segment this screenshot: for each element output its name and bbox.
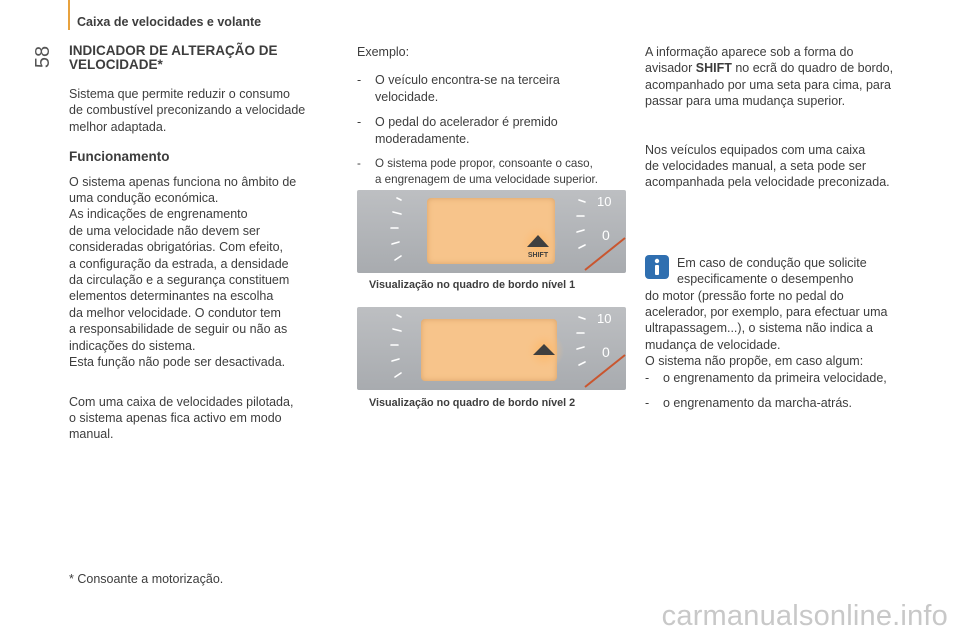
example-list bbox=[357, 72, 627, 187]
shift-indicator bbox=[357, 307, 626, 390]
subheading-funcionamento: Funcionamento bbox=[69, 149, 170, 165]
watermark: carmanualsonline.info bbox=[661, 600, 948, 632]
page-number: 58 bbox=[32, 45, 54, 69]
list-item: - o engrenamento da marcha-atrás. bbox=[645, 395, 925, 411]
main-heading-line1: INDICADOR DE ALTERAÇÃO DE bbox=[69, 43, 278, 58]
intro-paragraph: Sistema que permite reduzir o consumo de combustível preconizando a velocidade melhor adaptada. bbox=[69, 87, 306, 134]
list-item: - o engrenamento da primeira velocidade, bbox=[645, 370, 925, 386]
section-title: Caixa de velocidades e volante bbox=[77, 15, 262, 29]
main-heading bbox=[69, 44, 331, 72]
footnote: * Consoante a motorização. bbox=[69, 572, 224, 586]
operation-paragraph: O sistema apenas funciona no âmbito de uma condução económica. As indicações de engrenamento de uma velocidade não devem ser consideradas obrigatórias. Com efeito, a configuração da estrada, a densidade da circulação e a segurança constituem elementos determinantes na escolha da melhor velocidade. O condutor tem a responsabilidade de seguir ou não as indicações do sistema. Esta função não pode ser desactivada. bbox=[69, 174, 297, 370]
info-note-first-lines: Em caso de condução que solicite especificamente o desempenho bbox=[677, 255, 867, 287]
caption-level1: Visualização no quadro de bordo nível 1 bbox=[369, 279, 576, 291]
gauge-label-max: 10 bbox=[597, 194, 612, 209]
info-note bbox=[645, 255, 925, 412]
accent-bar bbox=[68, 0, 70, 30]
column-middle bbox=[357, 44, 627, 196]
gauge-label-zero: 0 bbox=[602, 344, 610, 360]
info-note-list bbox=[645, 370, 925, 412]
gauge-label-zero: 0 bbox=[602, 227, 610, 243]
dashboard-level1-image bbox=[357, 190, 626, 273]
example-label: Exemplo: bbox=[357, 45, 410, 59]
list-item: - O sistema pode propor, consoante o caso, a engrenagem de uma velocidade superior. bbox=[357, 156, 627, 187]
manual-gearbox-paragraph: Nos veículos equipados com uma caixa de velocidades manual, a seta pode ser acompanhada pela velocidade preconizada. bbox=[645, 142, 890, 190]
column-right bbox=[645, 44, 925, 420]
gauge-label-max: 10 bbox=[597, 311, 612, 326]
list-item: - O veículo encontra-se na terceira velocidade. bbox=[357, 72, 627, 105]
info-note-body: do motor (pressão forte no pedal do acelerador, por exemplo, para efectuar uma ultrapassagem...), o sistema não indica a mudança de velocidade. O sistema não propõe, em caso algum: bbox=[645, 288, 888, 369]
shift-keyword: SHIFT bbox=[695, 61, 732, 76]
dashboard-level2-image bbox=[357, 307, 626, 390]
shift-label: SHIFT bbox=[527, 252, 549, 259]
info-icon bbox=[645, 255, 669, 279]
shift-info-paragraph: A informação aparece sob a forma do avisador SHIFT no ecrã do quadro de bordo, acompanhado por uma seta para cima, para passar para uma mudança superior. bbox=[645, 45, 894, 109]
shift-indicator bbox=[357, 190, 626, 273]
main-heading-line2: VELOCIDADE* bbox=[69, 57, 163, 72]
column-left bbox=[69, 44, 331, 443]
caption-level2: Visualização no quadro de bordo nível 2 bbox=[369, 397, 576, 409]
list-item: - O pedal do acelerador é premido moderadamente. bbox=[357, 114, 627, 147]
pilot-gearbox-paragraph: Com uma caixa de velocidades pilotada, o sistema apenas fica activo em modo manual. bbox=[69, 394, 294, 442]
